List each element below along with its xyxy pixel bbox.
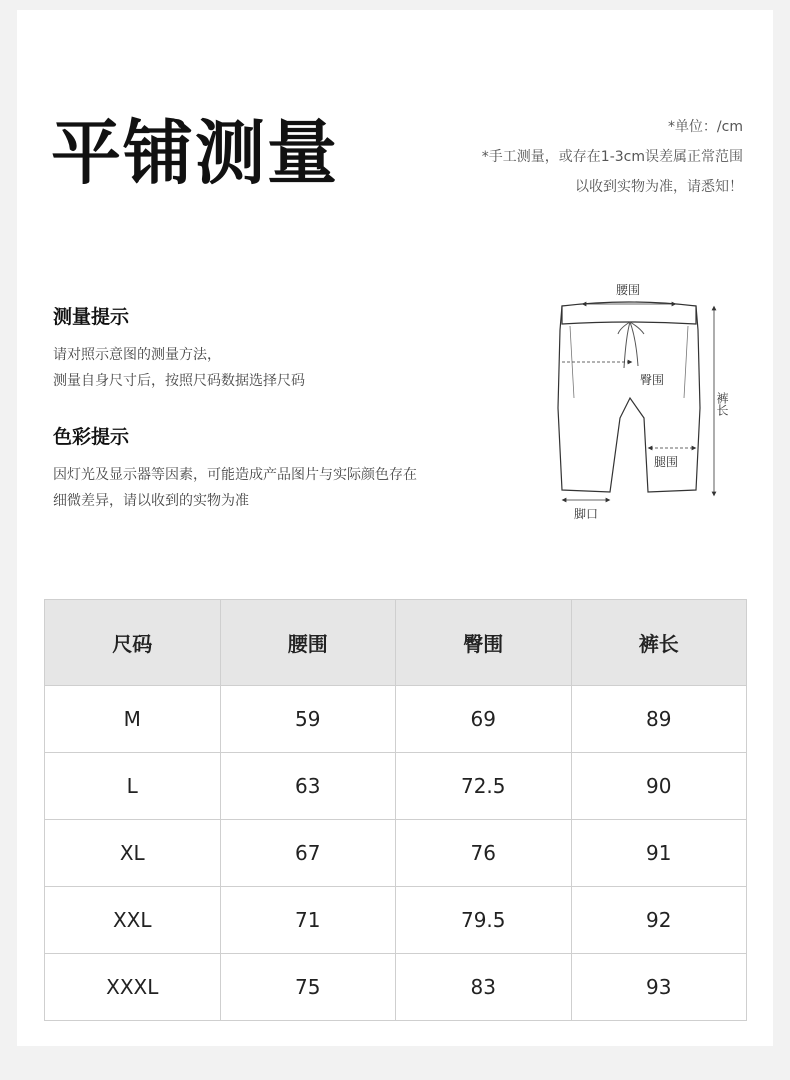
hem-label: 脚口 [574, 507, 599, 521]
cell-waist: 63 [220, 753, 396, 820]
header-length: 裤长 [571, 600, 747, 686]
thigh-label: 腿围 [654, 455, 679, 469]
header-size: 尺码 [45, 600, 221, 686]
cell-waist: 59 [220, 686, 396, 753]
length-label: 裤长 [715, 392, 729, 416]
table-row [45, 753, 747, 820]
measure-tip-line: 请对照示意图的测量方法， [53, 347, 221, 363]
cell-waist: 71 [220, 887, 396, 954]
error-note: *手工测量，或存在1-3cm误差属正常范围 [481, 149, 743, 165]
size-chart-card [17, 10, 773, 1046]
cell-waist: 75 [220, 954, 396, 1021]
cell-hip: 76 [396, 820, 572, 887]
shorts-outline [558, 306, 700, 492]
table-row [45, 686, 747, 753]
table-row [45, 887, 747, 954]
cell-size: XL [45, 820, 221, 887]
table-row [45, 954, 747, 1021]
color-tip-text [53, 462, 417, 514]
cell-length: 90 [571, 753, 747, 820]
cell-length: 91 [571, 820, 747, 887]
cell-size: M [45, 686, 221, 753]
measure-tip-title: 测量提示 [53, 306, 130, 328]
header-waist: 腰围 [220, 600, 396, 686]
waist-label: 腰围 [616, 283, 641, 297]
cell-hip: 69 [396, 686, 572, 753]
cell-waist: 67 [220, 820, 396, 887]
color-tip-line: 因灯光及显示器等因素，可能造成产品图片与实际颜色存在 [53, 467, 417, 483]
color-tip-line: 细微差异，请以收到的实物为准 [53, 493, 249, 509]
cell-length: 93 [571, 954, 747, 1021]
cell-size: XXXL [45, 954, 221, 1021]
cell-hip: 83 [396, 954, 572, 1021]
cell-hip: 72.5 [396, 753, 572, 820]
cell-size: L [45, 753, 221, 820]
measurement-notes [482, 112, 743, 202]
measure-tip-text [53, 342, 305, 394]
header-hip: 臀围 [396, 600, 572, 686]
hip-label: 臀围 [640, 373, 665, 387]
color-tip-title: 色彩提示 [53, 426, 130, 448]
size-table [44, 599, 747, 1021]
actual-note: 以收到实物为准，请悉知！ [575, 179, 743, 195]
cell-length: 89 [571, 686, 747, 753]
table-row [45, 820, 747, 887]
unit-note: *单位：/cm [667, 119, 743, 135]
page-title: 平铺测量 [51, 112, 339, 194]
cell-length: 92 [571, 887, 747, 954]
waistband [562, 302, 696, 324]
table-header-row [45, 600, 747, 686]
cell-hip: 79.5 [396, 887, 572, 954]
cell-size: XXL [45, 887, 221, 954]
shorts-measurement-diagram [548, 268, 748, 528]
measure-tip-line: 测量自身尺寸后，按照尺码数据选择尺码 [53, 373, 305, 389]
